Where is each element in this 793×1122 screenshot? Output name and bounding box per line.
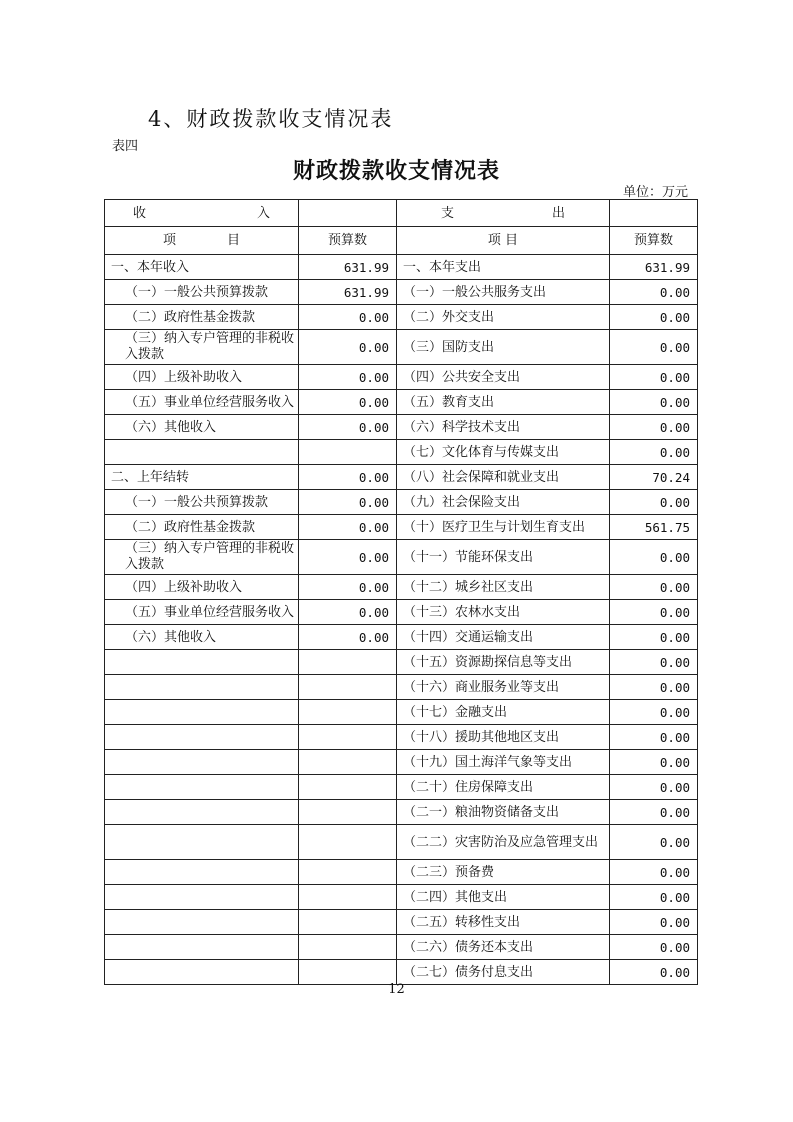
- income-item-cell: [105, 440, 299, 465]
- expense-budget-cell: 0.00: [610, 575, 698, 600]
- group-header-row: [105, 200, 698, 227]
- expense-budget-cell: 0.00: [610, 800, 698, 825]
- income-item-cell: 二、上年结转: [105, 465, 299, 490]
- income-budget-cell: [299, 440, 397, 465]
- income-budget-cell: [299, 650, 397, 675]
- income-budget-cell: [299, 885, 397, 910]
- expense-item-cell: （十二）城乡社区支出: [397, 575, 610, 600]
- income-budget-cell: [299, 935, 397, 960]
- table-row: [105, 775, 698, 800]
- table-row: [105, 465, 698, 490]
- expense-item-cell: （二）外交支出: [397, 305, 610, 330]
- income-item-cell: （六）其他收入: [105, 415, 299, 440]
- expense-item-cell: （一）一般公共服务支出: [397, 280, 610, 305]
- income-budget-cell: [299, 775, 397, 800]
- income-budget-cell: [299, 800, 397, 825]
- income-budget-cell: 0.00: [299, 625, 397, 650]
- expense-item-cell: （十一）节能环保支出: [397, 540, 610, 575]
- table-title: 财政拨款收支情况表: [292, 158, 500, 184]
- table-row: [105, 910, 698, 935]
- table-row: [105, 700, 698, 725]
- table-row: [105, 750, 698, 775]
- table-number: 表四: [112, 139, 139, 154]
- income-item-text: （三）纳入专户管理的非税收入拨款: [125, 541, 295, 572]
- table-row: [105, 490, 698, 515]
- expense-group-header: 支出: [397, 200, 610, 227]
- table-row: [105, 575, 698, 600]
- income-item-cell: [105, 825, 299, 860]
- income-item-cell: [105, 885, 299, 910]
- expense-item-cell: （十四）交通运输支出: [397, 625, 610, 650]
- income-item-text: （三）纳入专户管理的非税收入拨款: [125, 331, 295, 362]
- expense-budget-header: 预算数: [610, 227, 698, 255]
- income-item-cell: [105, 800, 299, 825]
- table-row: [105, 650, 698, 675]
- income-budget-cell: 0.00: [299, 330, 397, 365]
- income-budget-cell: [299, 825, 397, 860]
- income-item-cell: [105, 675, 299, 700]
- income-budget-cell: 631.99: [299, 280, 397, 305]
- table-row: [105, 860, 698, 885]
- expense-item-cell: （五）教育支出: [397, 390, 610, 415]
- income-budget-cell: [299, 960, 397, 985]
- expense-item-cell: （十九）国土海洋气象等支出: [397, 750, 610, 775]
- table-row: [105, 415, 698, 440]
- expense-budget-cell: 0.00: [610, 860, 698, 885]
- income-item-cell: （五）事业单位经营服务收入: [105, 600, 299, 625]
- income-budget-cell: 0.00: [299, 540, 397, 575]
- income-item-cell: [105, 960, 299, 985]
- table-row: [105, 330, 698, 365]
- table-row: [105, 440, 698, 465]
- income-budget-cell: 631.99: [299, 255, 397, 280]
- income-group-blank: [299, 200, 397, 227]
- expense-item-cell: （十六）商业服务业等支出: [397, 675, 610, 700]
- expense-budget-cell: 0.00: [610, 935, 698, 960]
- expense-budget-cell: 0.00: [610, 280, 698, 305]
- table-row: [105, 935, 698, 960]
- expense-item-cell: （十）医疗卫生与计划生育支出: [397, 515, 610, 540]
- expense-budget-cell: 561.75: [610, 515, 698, 540]
- income-item-cell: （六）其他收入: [105, 625, 299, 650]
- expense-item-cell: （二五）转移性支出: [397, 910, 610, 935]
- section-heading: 4、财政拨款收支情况表: [148, 107, 394, 131]
- income-item-cell: 一、本年收入: [105, 255, 299, 280]
- income-item-cell: （四）上级补助收入: [105, 365, 299, 390]
- expense-budget-cell: 0.00: [610, 415, 698, 440]
- page-number: 12: [388, 982, 405, 997]
- expense-item-cell: （九）社会保险支出: [397, 490, 610, 515]
- table-row: [105, 960, 698, 985]
- table-row: [105, 800, 698, 825]
- income-item-cell: （二）政府性基金拨款: [105, 515, 299, 540]
- table-row: [105, 540, 698, 575]
- income-item-cell: [105, 860, 299, 885]
- table-row: [105, 675, 698, 700]
- income-budget-cell: [299, 675, 397, 700]
- income-budget-cell: 0.00: [299, 390, 397, 415]
- expense-item-cell: （十三）农林水支出: [397, 600, 610, 625]
- expense-budget-cell: 0.00: [610, 305, 698, 330]
- income-item-cell: [105, 330, 299, 365]
- income-item-header: 项目: [105, 227, 299, 255]
- income-budget-cell: 0.00: [299, 415, 397, 440]
- income-budget-cell: [299, 750, 397, 775]
- table-row: [105, 600, 698, 625]
- income-budget-cell: 0.00: [299, 600, 397, 625]
- expense-budget-cell: 0.00: [610, 825, 698, 860]
- income-item-cell: （一）一般公共预算拨款: [105, 280, 299, 305]
- expense-item-cell: （六）科学技术支出: [397, 415, 610, 440]
- income-budget-header: 预算数: [299, 227, 397, 255]
- table-row: [105, 885, 698, 910]
- expense-budget-cell: 631.99: [610, 255, 698, 280]
- fiscal-appropriation-table: [104, 199, 698, 985]
- expense-item-cell: （二四）其他支出: [397, 885, 610, 910]
- income-item-cell: [105, 935, 299, 960]
- expense-item-cell: （八）社会保障和就业支出: [397, 465, 610, 490]
- income-budget-cell: [299, 725, 397, 750]
- expense-budget-cell: 0.00: [610, 775, 698, 800]
- income-budget-cell: 0.00: [299, 515, 397, 540]
- expense-item-cell: （二三）预备费: [397, 860, 610, 885]
- table-row: [105, 825, 698, 860]
- expense-budget-cell: 0.00: [610, 600, 698, 625]
- income-item-cell: [105, 540, 299, 575]
- income-budget-cell: [299, 860, 397, 885]
- expense-item-cell: （七）文化体育与传媒支出: [397, 440, 610, 465]
- expense-budget-cell: 0.00: [610, 390, 698, 415]
- expense-item-cell: （十七）金融支出: [397, 700, 610, 725]
- expense-item-cell: （四）公共安全支出: [397, 365, 610, 390]
- expense-budget-cell: 0.00: [610, 650, 698, 675]
- column-header-row: [105, 227, 698, 255]
- expense-budget-cell: 70.24: [610, 465, 698, 490]
- income-item-cell: [105, 775, 299, 800]
- expense-item-cell: 一、本年支出: [397, 255, 610, 280]
- income-item-cell: （五）事业单位经营服务收入: [105, 390, 299, 415]
- expense-budget-cell: 0.00: [610, 910, 698, 935]
- expense-item-cell: （二二）灾害防治及应急管理支出: [397, 825, 610, 860]
- income-item-cell: [105, 700, 299, 725]
- expense-budget-cell: 0.00: [610, 725, 698, 750]
- expense-item-cell: （二一）粮油物资储备支出: [397, 800, 610, 825]
- expense-item-cell: （十八）援助其他地区支出: [397, 725, 610, 750]
- income-budget-cell: [299, 910, 397, 935]
- table-row: [105, 280, 698, 305]
- table-row: [105, 305, 698, 330]
- expense-budget-cell: 0.00: [610, 675, 698, 700]
- income-budget-cell: [299, 700, 397, 725]
- income-item-cell: [105, 910, 299, 935]
- income-item-cell: [105, 650, 299, 675]
- table-row: [105, 625, 698, 650]
- income-item-cell: [105, 725, 299, 750]
- expense-item-cell: （二七）债务付息支出: [397, 960, 610, 985]
- income-item-cell: （二）政府性基金拨款: [105, 305, 299, 330]
- income-budget-cell: 0.00: [299, 575, 397, 600]
- expense-budget-cell: 0.00: [610, 440, 698, 465]
- expense-budget-cell: 0.00: [610, 960, 698, 985]
- table-row: [105, 365, 698, 390]
- table-row: [105, 255, 698, 280]
- table-row: [105, 390, 698, 415]
- expense-budget-cell: 0.00: [610, 700, 698, 725]
- income-item-cell: （四）上级补助收入: [105, 575, 299, 600]
- income-budget-cell: 0.00: [299, 305, 397, 330]
- income-budget-cell: 0.00: [299, 365, 397, 390]
- income-group-header: 收入: [105, 200, 299, 227]
- expense-budget-cell: 0.00: [610, 750, 698, 775]
- expense-budget-cell: 0.00: [610, 330, 698, 365]
- income-budget-cell: 0.00: [299, 465, 397, 490]
- income-budget-cell: 0.00: [299, 490, 397, 515]
- table-row: [105, 725, 698, 750]
- expense-item-cell: （三）国防支出: [397, 330, 610, 365]
- expense-item-header: 项 目: [397, 227, 610, 255]
- table-row: [105, 515, 698, 540]
- expense-item-cell: （二十）住房保障支出: [397, 775, 610, 800]
- expense-item-cell: （十五）资源勘探信息等支出: [397, 650, 610, 675]
- income-item-cell: （一）一般公共预算拨款: [105, 490, 299, 515]
- expense-budget-cell: 0.00: [610, 490, 698, 515]
- expense-budget-cell: 0.00: [610, 625, 698, 650]
- income-item-cell: [105, 750, 299, 775]
- expense-budget-cell: 0.00: [610, 540, 698, 575]
- expense-budget-cell: 0.00: [610, 885, 698, 910]
- expense-budget-cell: 0.00: [610, 365, 698, 390]
- unit-label: 单位：万元: [622, 185, 688, 200]
- expense-item-cell: （二六）债务还本支出: [397, 935, 610, 960]
- expense-group-blank: [610, 200, 698, 227]
